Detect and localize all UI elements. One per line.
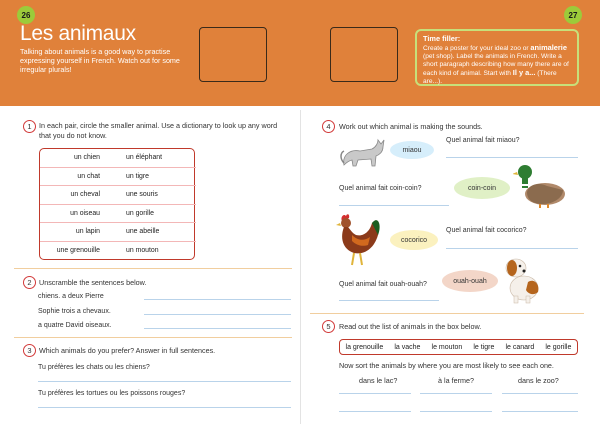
answer-line[interactable] [339,411,411,412]
time-filler-text-3: (There are...). [423,70,557,85]
pair-left[interactable]: un oiseau [70,209,100,217]
section-rule [14,268,292,269]
sound-bubble-coin-coin: coin-coin [454,177,510,199]
answer-line[interactable] [38,407,291,408]
cat-icon [338,135,386,169]
exercise-5-number: 5 [322,320,335,333]
pair-left[interactable]: une grenouille [56,247,100,255]
location-zoo: dans le zoo? [518,376,559,385]
page-title: Les animaux [20,22,136,45]
sound-question: Quel animal fait ouah-ouah? [339,281,427,288]
answer-line[interactable] [420,411,492,412]
preference-question: Tu préfères les chats ou les chiens? [38,364,150,371]
pair-left[interactable]: un chien [73,154,100,162]
time-filler-box [415,29,579,86]
time-filler-bold-2: Il y a... [512,68,536,77]
sound-question: Quel animal fait coin-coin? [339,185,422,192]
pair-right[interactable]: une souris [126,191,158,199]
animal-word: la grenouille [345,343,384,351]
page-divider [300,110,301,424]
dog-icon [500,252,546,304]
exercise-1-number: 1 [23,120,36,133]
exercise-3-instruction: Which animals do you prefer? Answer in full sentences. [39,346,216,355]
time-filler-heading: Time filler: [423,34,461,43]
pair-right[interactable]: un mouton [126,247,159,255]
section-rule [14,337,292,338]
pair-left[interactable]: un lapin [75,228,100,236]
answer-line[interactable] [144,328,291,329]
sort-instruction: Now sort the animals by where you are most likely to see each one. [339,361,554,370]
section-rule [310,313,584,314]
page-number-left: 26 [17,6,35,24]
pair-row [40,186,196,205]
scrambled-sentence: a quatre David oiseaux. [38,322,112,329]
photo-frame-left [199,27,267,82]
pair-row [40,242,196,261]
exercise-2-instruction: Unscramble the sentences below. [39,278,147,287]
pair-row [40,168,196,187]
rooster-icon [334,211,382,267]
page-number-right: 27 [564,6,582,24]
answer-line[interactable] [144,299,291,300]
exercise-5-instruction: Read out the list of animals in the box below. [339,322,482,331]
animal-word: le gorille [545,343,572,351]
time-filler-text-1: Create a poster for your ideal zoo or [423,45,531,52]
duck-icon [513,162,569,208]
animal-word: le mouton [431,343,463,351]
answer-line[interactable] [38,381,291,382]
pair-right[interactable]: un éléphant [126,154,163,162]
time-filler-text-2: (pet shop). Label the animals in French. Write a short paragraph describing how many there are of each kind of animal. Start with [423,53,569,77]
pair-left[interactable]: un cheval [70,191,100,199]
animal-word: la vache [394,343,421,351]
answer-line[interactable] [446,248,578,249]
sound-bubble-miaou: miaou [390,141,434,159]
answer-line[interactable] [502,411,578,412]
location-lake: dans le lac? [359,376,398,385]
exercise-4-instruction: Work out which animal is making the sounds. [339,122,483,131]
exercise-1-instruction: In each pair, circle the smaller animal. Use a dictionary to look up any word that you do not know. [39,121,278,140]
location-farm: à la ferme? [438,376,474,385]
answer-line[interactable] [502,393,578,394]
pair-right[interactable]: une abeille [126,228,160,236]
preference-question: Tu préfères les tortues ou les poissons rouges? [38,390,186,397]
answer-line[interactable] [144,314,291,315]
answer-line[interactable] [339,205,449,206]
pair-row [40,223,196,242]
sound-bubble-ouah-ouah: ouah-ouah [442,270,498,292]
pair-row [40,205,196,224]
answer-line[interactable] [420,393,492,394]
intro-text: Talking about animals is a good way to practise expressing yourself in French. Watch out for some irregular plurals! [20,47,180,74]
scrambled-sentence: Sophie trois a chevaux. [38,308,111,315]
answer-line[interactable] [339,393,411,394]
animal-word-box [339,339,578,355]
answer-line[interactable] [339,300,439,301]
sound-question: Quel animal fait miaou? [446,137,520,144]
sound-question: Quel animal fait cocorico? [446,227,527,234]
pair-right[interactable]: un tigre [126,172,149,180]
animal-word: le canard [505,343,535,351]
pair-right[interactable]: un gorille [126,209,154,217]
exercise-3-number: 3 [23,344,36,357]
animal-pairs-box [39,148,195,260]
answer-line[interactable] [446,157,578,158]
pair-left[interactable]: un chat [77,172,100,180]
animal-word: le tigre [473,343,495,351]
photo-frame-right [330,27,398,82]
scrambled-sentence: chiens. a deux Pierre [38,293,104,300]
pair-row [40,149,196,168]
sound-bubble-cocorico: cocorico [390,230,438,250]
time-filler-bold-1: animalerie [530,43,567,52]
exercise-4-number: 4 [322,120,335,133]
exercise-2-number: 2 [23,276,36,289]
header-band [0,0,600,106]
